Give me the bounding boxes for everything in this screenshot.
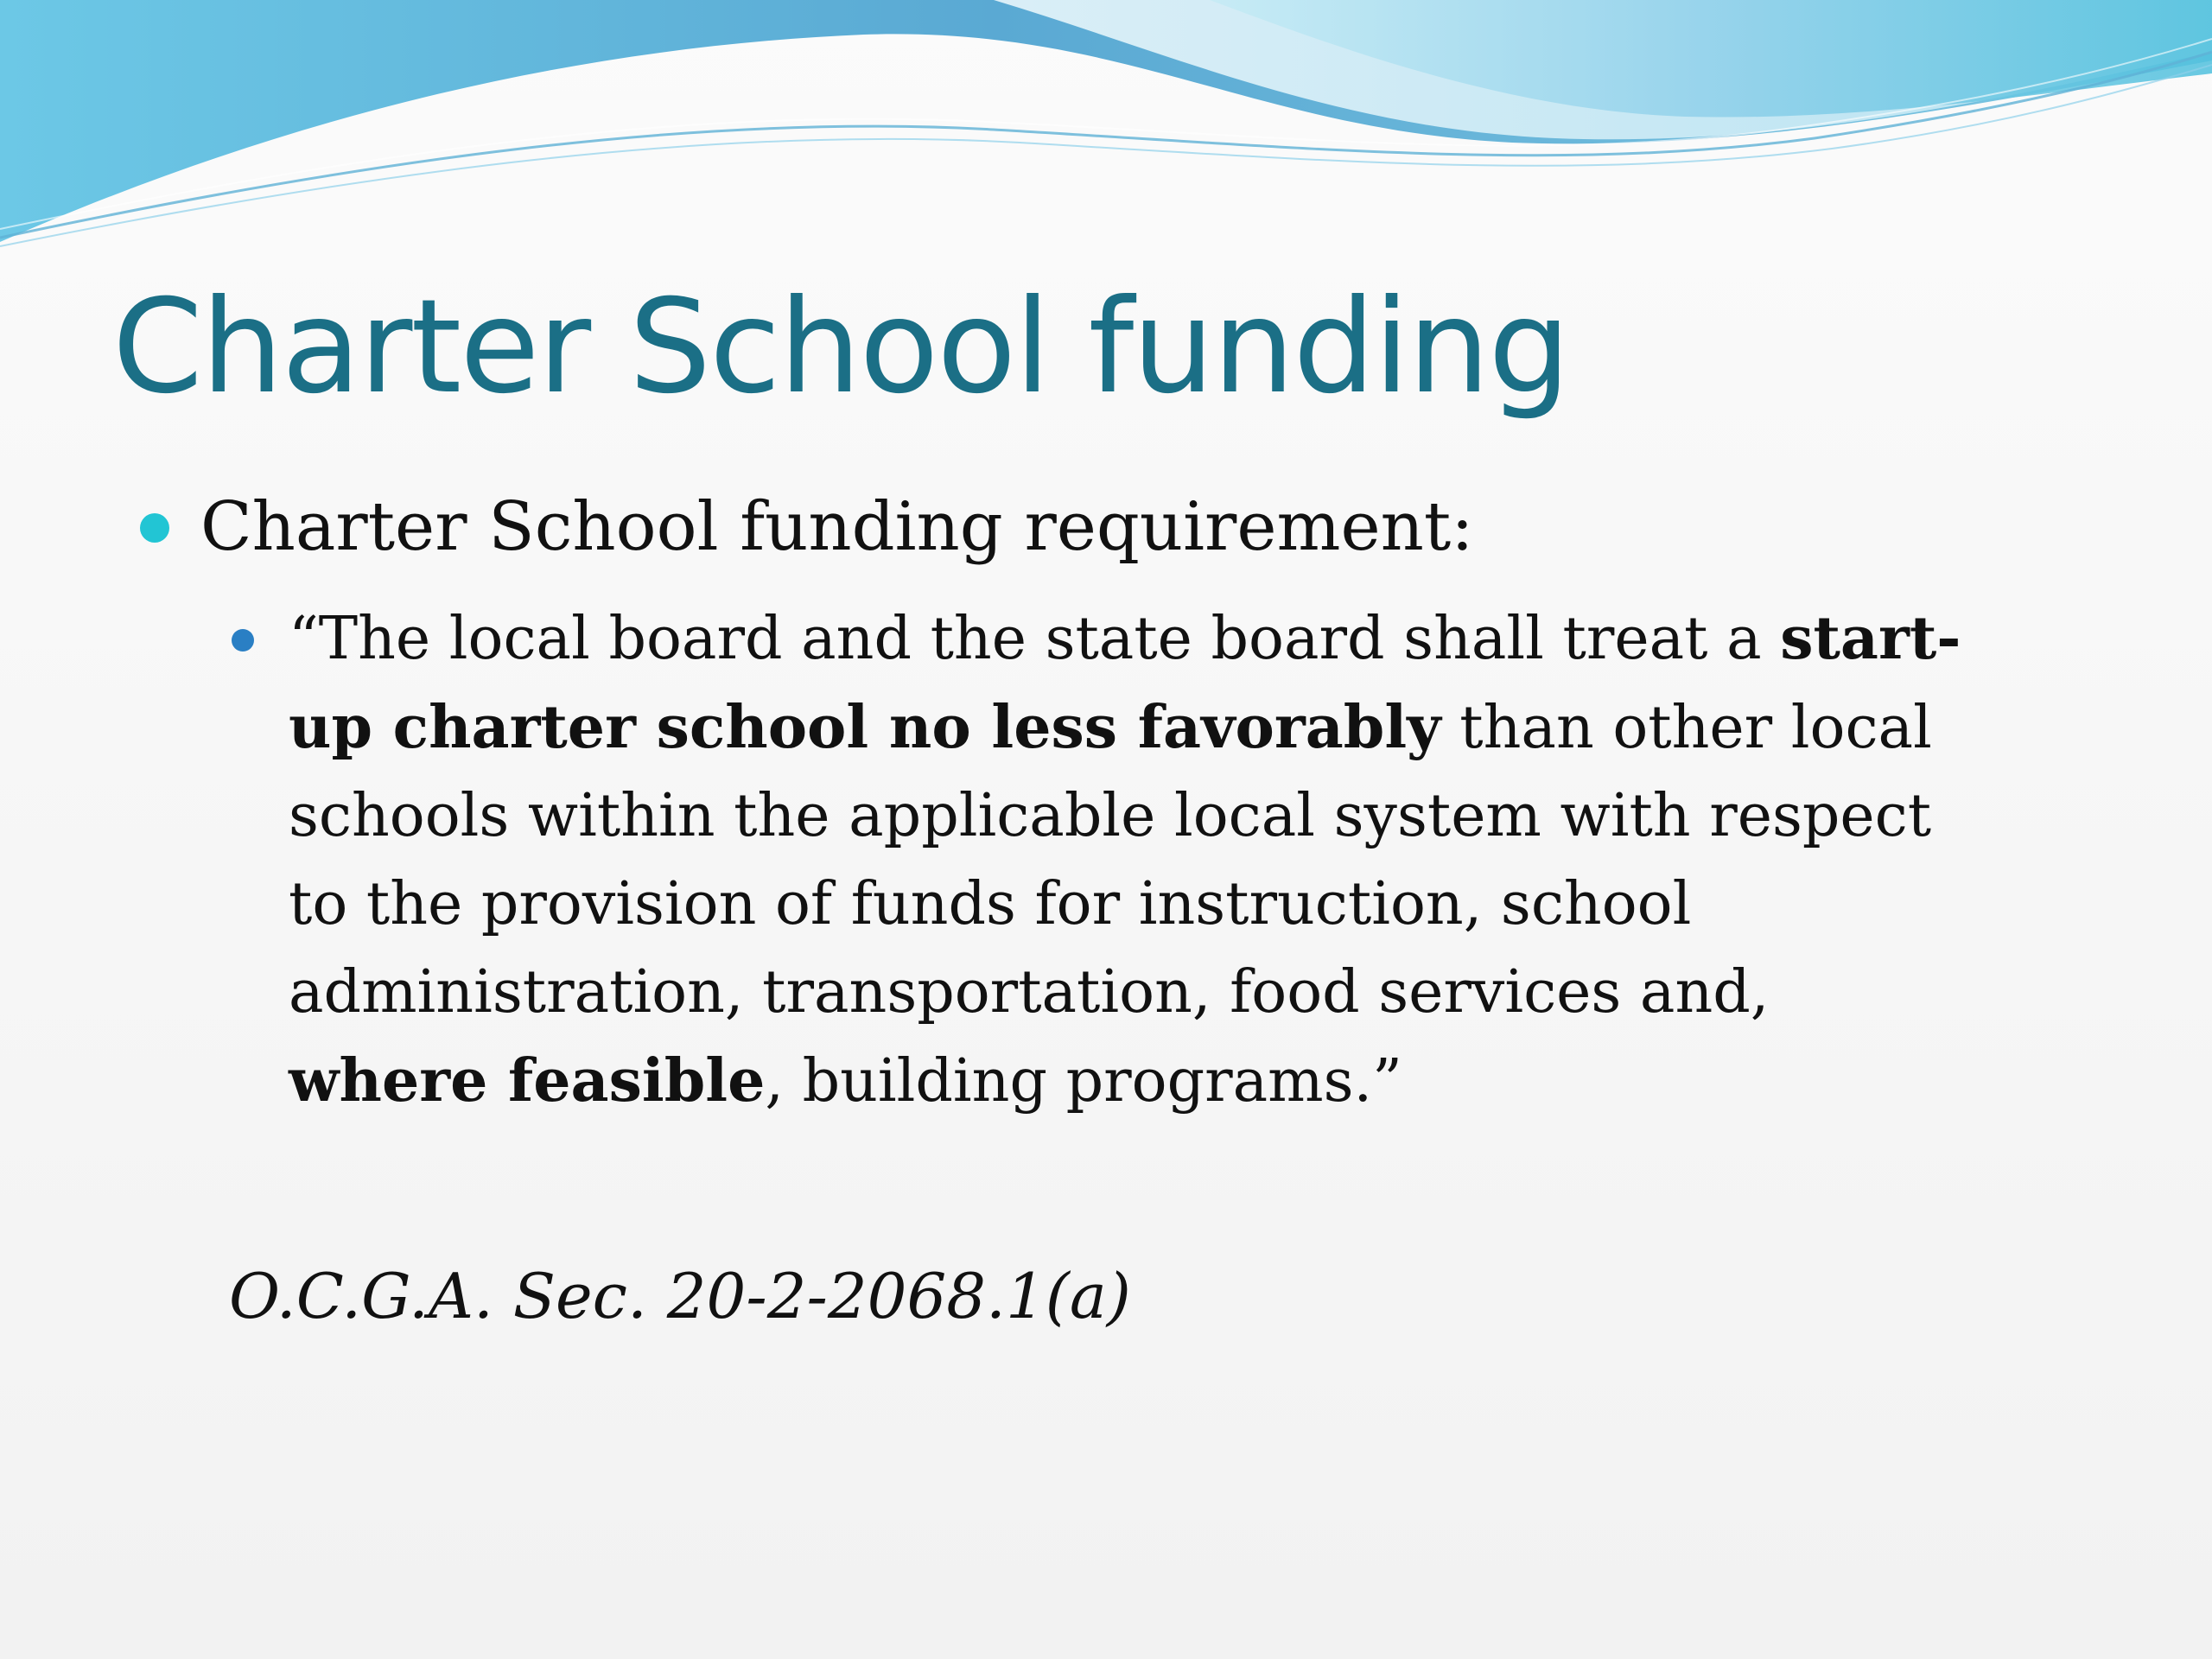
quote-line-6 [289, 1037, 2103, 1126]
decorative-wave-header [0, 0, 2212, 259]
bullet-text: Charter School funding requirement: [200, 488, 1474, 566]
quote-bold-text: up charter school no less favorably [289, 693, 1441, 762]
quote-text: than other local [1440, 694, 1932, 762]
quote-bold-text: where feasible [289, 1046, 766, 1116]
quote-line-2 [289, 683, 2103, 772]
quote-text: “The local board and the state board shall treat a [289, 605, 1781, 673]
quote-line-5: administration, transportation, food services and, [289, 958, 1770, 1027]
quote-line-3: schools within the applicable local system with respect [289, 782, 1932, 850]
bullet-item-funding-requirement [140, 484, 2101, 570]
sub-bullet-dot-icon [232, 629, 254, 652]
sub-bullet-quote [228, 594, 2103, 1126]
quote-bold-text: start- [1780, 604, 1961, 673]
legal-citation: O.C.G.A. Sec. 20-2-2068.1(a) [229, 1260, 1131, 1332]
bullet-dot-icon [140, 513, 169, 543]
quote-line-4: to the provision of funds for instruction, school [289, 870, 1692, 938]
quote-text: , building programs.” [765, 1047, 1402, 1116]
slide-title: Charter School funding [112, 272, 1569, 423]
quote-line-1 [289, 594, 2103, 683]
